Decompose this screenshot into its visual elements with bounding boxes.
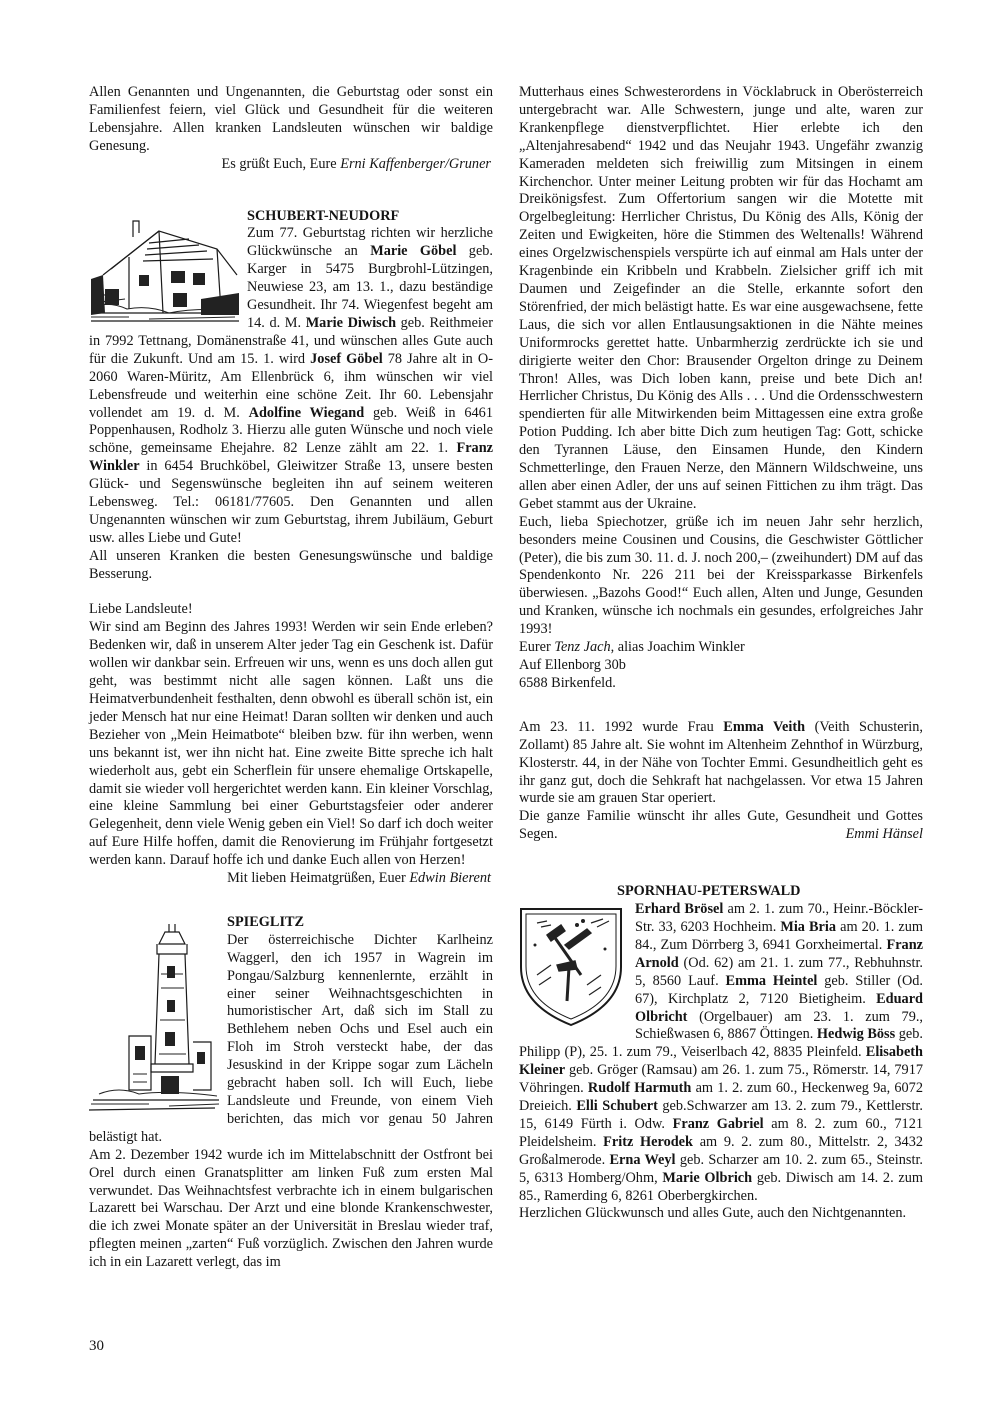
farmhouse-illustration [89,209,241,326]
person-name: Rudolf Harmuth [587,1080,692,1097]
person-name: Mia Bria [780,918,837,935]
person-name: Fritz Herodek [603,1133,693,1150]
schubert-neudorf-section [89,208,493,584]
person-name: Adolfine Wiegand [248,404,365,421]
left-column [89,84,493,1272]
spornhau-peterswald-section [519,883,923,1223]
heimat-letter [89,601,493,888]
person-name: Elisabeth Kleiner [519,1044,923,1079]
letter-body: Wir sind am Beginn des Jahres 1993! Werden wir sein Ende erleben? Bedenken wir, daß in unserem Alter jeder Tag ein Geschenk ist. Dafür wollen wir dankbar sein. Erfreuen wir uns, wenn es uns doch allen gut geht, was bestimmt nicht alle sagen können. Laßt uns die Heimatverbundenheit festhalten, denn obwohl es überall schön ist, ein jeder Mensch hat nur eine Heimat! Daran sollten wir denken und auch Bezieher von „Mein Heimatbote“ bleiben bzw. für ihn werben, wenn uns bekannt ist, wer ihn nicht hat. Eine zweite Bitte spreche ich halt wiederholt aus, gebt ein Scherflein für unsere ehemalige Ortskapelle, damit sie wieder voll hergerichtet werden kann. Ein kleiner Vorschlag, eine kleine Sammlung bei einer Geburtstagsfeier oder anderer Gelegenheit, denn viele Wenig geben ein Viel! So darf ich doch weiter auf Eure Hilfe hoffen, damit die Renovierung im Frühjahr fortgesetzt werden kann. Darauf hoffe ich und danke Euch allen von Herzen! [89,619,493,869]
schubert-neudorf-sick-wishes: All unseren Kranken die besten Genesungswünsche und baldige Besserung. [89,547,493,582]
tower-illustration [89,914,221,1120]
person-name: Marie Göbel [370,243,457,260]
spornhau-peterswald-birthdays: Erhard Brösel am 2. 1. zum 70., Heinr.-Böckler-Str. 33, 6203 Hochheim. Mia Bria am 20. 1. zum 84., Zum Dörrberg 3, 6941 Gorxheimertal. Franz Arnold (Od. 62) am 21. 1. zum 77., Rebhuhnstr. 5, 8560 Lauf. Emma Heintel geb. Stiller (Od. 67), Kirchplatz 2, 7120 Bietigheim. Eduard Olbricht (Orgelbauer) am 23. 1. zum 79., Schießwasen 6, 8867 Öttingen. Hedwig Böss geb. Philipp (P), 25. 1. zum 79., Veiserlbach 42, 8835 Pleinfeld. Elisabeth Kleiner geb. Gröger (Ramsau) am 26. 1. zum 75., Römerstr. 14, 7917 Vöhringen. Rudolf Harmuth am 1. 2. zum 60., Heckenweg 9a, 6072 Dreieich. Elli Schubert geb.Schwarzer am 13. 2. zum 79., Kettlerstr. 15, 6149 Fürth i. Odw. Franz Gabriel am 8. 2. zum 60., 7121 Pleidelsheim. Fritz Herodek am 9. 2. zum 80., Mittelstr. 2, 3432 Großalmerode. Erna Weyl geb. Scharzer am 10. 2. zum 65., Steinstr. 5, 6313 Homberg/Ohm, Marie Olbrich geb. Diwisch am 14. 2. zum 85., Ramerding 6, 8261 Oberbergkirchen. [519,901,924,1204]
schubert-neudorf-birthdays: Zum 77. Geburtstag richten wir herzliche Glückwünsche an Marie Göbel geb. Karger in 5475 Burgbrohl-Lützingen, Neuwiese 23, am 13. 1., dazu beständige Gesundheit. Ihr 74. Wiegenfest begeht am 14. d. M. Marie Diwisch geb. Reithmeier in 7992 Tettnang, Domänenstraße 41, und wünschen alles Gute auch für die Zukunft. Und am 15. 1. wird Josef Göbel 78 Jahre alt in O-2060 Waren-Müritz, Am Ellenbrück 6, ihm wünschen wir viel Lebensfreude und weiterhin eine schöne Zeit. Ihr 60. Lebensjahr vollendet am 19. d. M. Adolfine Wiegand geb. Weiß in 6461 Poppenhausen, Rodholz 3. Hierzu alle guten Wünsche und noch viele schöne, gemeinsame Ehejahre. 82 Lenze zählt am 22. 1. Franz Winkler in 6454 Bruchköbel, Gleiwitzer Straße 13, unsere besten Glück- und Segenswünsche begleiten ihn auf seinem weiteren Lebensweg. Tel.: 06181/77605. Den Genannten und allen Ungenannten wünschen wir zum Geburtstag, ihrem Jubiläum, Geburt usw. alles Liebe und Gute! [89,225,494,546]
page-number: 30 [89,1338,104,1354]
winkler-address-street: Auf Ellenborg 30b [519,657,626,673]
spieglitz-story-part2: Am 2. Dezember 1942 wurde ich im Mittelabschnitt der Ostfront bei Orel durch einen Granatsplitter am linken Fuß zum ersten Mal verwundet. Das Weihnachtsfest verbrachte ich in einem bulgarischen Lazarett bei Warschau. Der Arzt und eine blonde Krankenschwester, die ich zwei Monate später an der Universität in Breslau wieder traf, pflegten meinen „zarten“ Fuß vorzüglich. Zwischen den Jahren wurde ich in ein Lazarett verlegt, das im [89,1146,493,1271]
person-name: Franz Gabriel [672,1115,764,1132]
person-name: Erna Weyl [609,1151,676,1168]
person-name: Franz Winkler [89,440,493,475]
spieglitz-heading: SPIEGLITZ [227,913,305,930]
spornhau-peterswald-closing: Herzlichen Glückwunsch und alles Gute, auch den Nichtgenannten. [519,1205,907,1222]
emma-veith-paragraph: Am 23. 11. 1992 wurde Frau Emma Veith (Veith Schusterin, Zollamt) 85 Jahre alt. Sie wohnt im Altenheim Zehnthof in Würzburg, Klosterstr. 44, in der Nähe von Tochter Emmi. Gesundheitlich geht es ihr ganz gut, doch die Sehkraft hat nachgelassen. Vor etwa 15 Jahren wurde sie am grauen Star operiert. [519,718,923,807]
spieglitz-story-intro: Der österreichische Dichter Karlheinz Waggerl, den ich 1957 in Wagrein im Pongau/Salzburg kennenlernte, erzählt in einer seiner Weihnachtsgeschichten in humoristischer Art, daß sich im Stall zu Bethlehem neben Ochs und Esel auch ein Floh im Stroh versteckt habe, der das Jesuskind in der Krippe sogar zum Lächeln gebracht haben soll. Ich will Euch, liebe Landsleute und Freunde, von einem Vieh berichten, das mich vor genau 50 Jahren belästigt hat. [89,931,493,1145]
intro-signature: Es grüßt Euch, Eure Erni Kaffenberger/Gruner [221,155,491,172]
coat-of-arms-illustration [517,905,625,1027]
person-name: Erhard Brösel [635,901,724,918]
letter-signature: Mit lieben Heimatgrüßen, Euer Edwin Bierent [227,870,491,887]
emma-veith-wishes: Die ganze Familie wünscht ihr alles Gute, Gesundheit und Gottes Segen. Emmi Hänsel [519,808,923,843]
person-name: Emma Veith [723,718,806,735]
spornhau-peterswald-heading: SPORNHAU-PETERSWALD [617,883,801,900]
person-name: Eduard Olbricht [635,990,923,1025]
person-name: Elli Schubert [576,1098,658,1115]
winkler-signature-name: Tenz Jach [554,639,611,656]
intro-signature-name: Erni Kaffenberger/Gruner [340,155,491,172]
schubert-neudorf-heading: SCHUBERT-NEUDORF [247,207,400,224]
spieglitz-story-part3: Mutterhaus eines Schwesterordens in Vöcklabruck in Oberösterreich untergebracht war. Alle Schwestern, junge und alte, waren zur Krankenpflege dienstverpflichtet. Hier erlebte ich den „Altenjahresabend“ 1942 und das Neujahr 1943. Ungefähr zwanzig Kameraden meldeten sich freiwillig zum Mitsingen in einem Kirchenchor. Unter meiner Leitung probten wir für das Hochamt am Dreikönigsfest. Zum Offertorium sangen wir die Motette mit Orgelbegleitung: Herrlicher Christus, Du König des Alls, König der Zeiten und Ewigkeiten, höre die Stimmen des Weltenalls! Während eines Orgelzwischenspiels verspürte ich auf einmal am Hals unter der Kragenbinde ein Kribbeln und Krabbeln. Zielsicher griff ich mit Daumen und Zeigefinder an die Stelle, erkannte sofort den Störenfried, der mich belästigt hatte. Es war eine ausgewachsene, fette Laus, die sich vor allen Entlausungsaktionen in die Nähte meines Uniformrocks gerettet hatte. Unbarmherzig zerdrückte ich sie und dirigierte weiter den Chor: Brausender Orgelton dringe zu Deinem Thron! Alles, was Dich loben kann, preise und bete Dich an! Herrlicher Christus, Du König des Alls . . . Und die Ordensschwestern spendierten für alle Mitwirkenden beim Mittagessen eine extra große Potion Pudding. Ich aber bitte Dich zum heutigen Tag: Gott, schicke den Tyrannen Läuse, den Einsamen Hunde, den Kindern Schmetterlinge, den Frauen Nerze, den Männern Wildschweine, uns allen aber einen Adler, der uns auf seinen Fittichen zu ihm trägt. Das Gebet stammt aus der Ukraine. [519,84,923,512]
person-name: Josef Göbel [310,350,383,367]
letter-signature-name: Edwin Bierent [409,870,491,887]
spieglitz-story-greeting: Euch, lieba Spiechotzer, grüße ich im neuen Jahr sehr herzlich, besonders meine Cousinen und Cousins, die Geschwister Göttlicher (Peter), die bis zum 30. 11. d. J. noch 200,– (zweihundert) DM auf das Spendenkonto Nr. 226 211 bei der Kreissparkasse Birkenfels überwiesen. „Bazohs Good!“ Euch allen, Alten und Junge, Gesunden und Kranken, wünsche ich nochmals ein gesundes, erfolgreiches Jahr 1993! [519,513,923,638]
intro-paragraph: Allen Genannten und Ungenannten, die Geburtstag oder sonst ein Familienfest feiern, viel Glück und Gesundheit für die weiteren Lebensjahre. Allen kranken Landsleuten wünschen wir baldige Genesung. [89,84,493,154]
spieglitz-section [89,914,493,1272]
letter-salutation: Liebe Landsleute! [89,601,193,618]
person-name: Marie Olbrich [662,1169,753,1186]
person-name: Hedwig Böss [816,1026,896,1043]
emma-veith-signature: Emmi Hänsel [845,826,923,843]
right-column [519,84,923,1223]
winkler-address-city: 6588 Birkenfeld. [519,674,616,691]
emma-veith-section [519,719,923,844]
person-name: Emma Heintel [725,972,818,989]
winkler-signature: Eurer Tenz Jach, alias Joachim Winkler [519,639,745,656]
person-name: Marie Diwisch [305,314,397,331]
person-name: Franz Arnold [635,936,923,971]
